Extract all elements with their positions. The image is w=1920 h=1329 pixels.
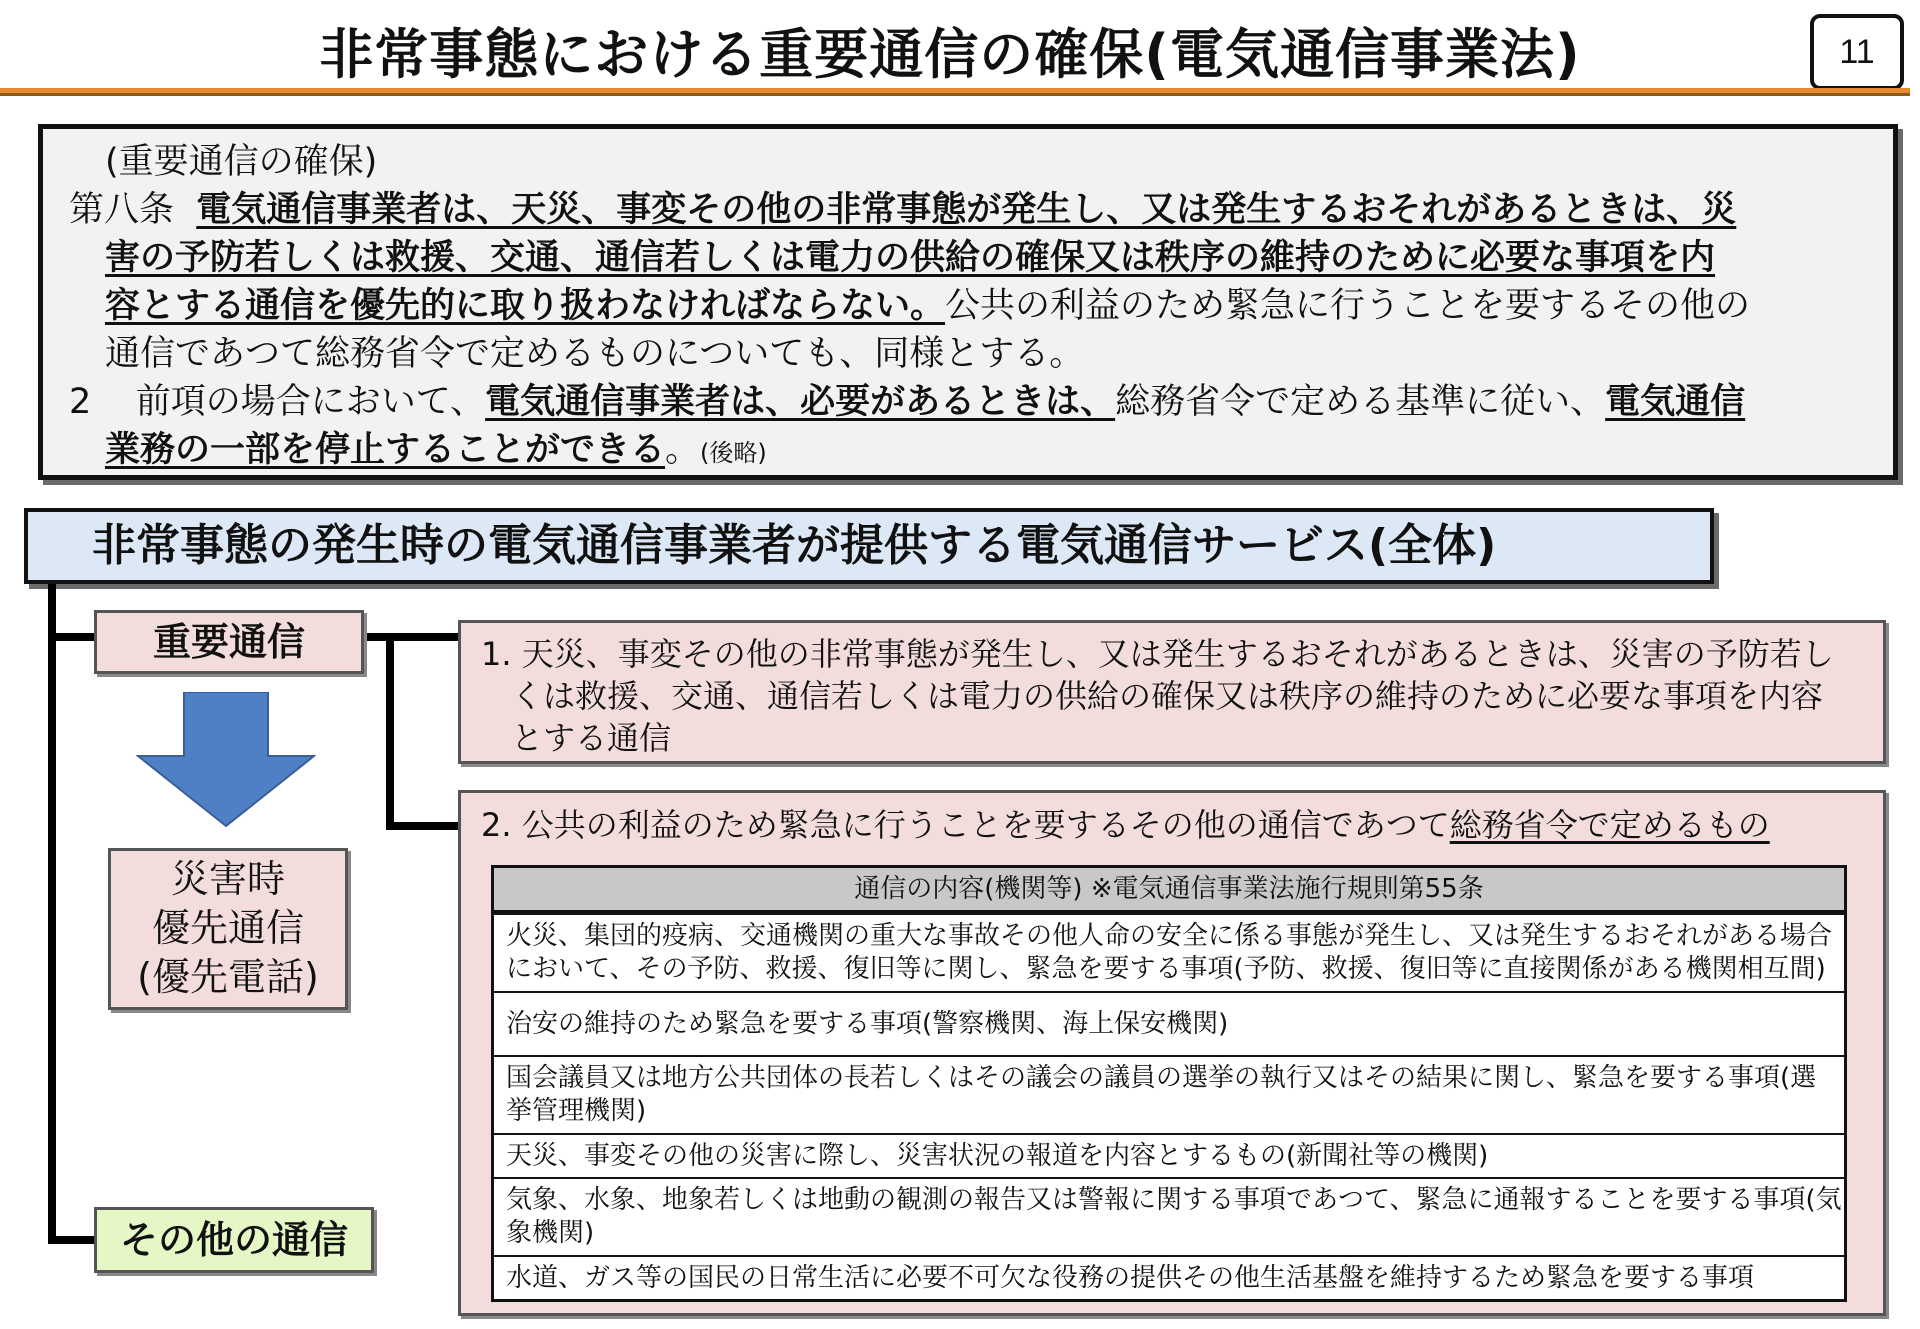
- law-line-1: [69, 187, 1736, 233]
- disaster-line-2: 優先通信: [151, 906, 304, 950]
- table-cell-line: 国会議員又は地方公共団体の長若しくはその議会の議員の選挙の執行又はその結果に関し、緊急を要する事項(選: [506, 1063, 1817, 1093]
- def2-text: [481, 803, 1770, 847]
- page-title: 非常事態における重要通信の確保(電気通信事業法): [319, 23, 1581, 86]
- law-line-3: [105, 283, 1750, 329]
- law-underline-3: 容とする通信を優先的に取り扱わなければならない。: [105, 286, 946, 326]
- law-line-4: 通信であつて総務省令で定めるものについても、同様とする。: [105, 334, 1085, 374]
- services-heading: 非常事態の発生時の電気通信事業者が提供する電気通信サービス(全体): [24, 508, 1714, 584]
- table-row: [494, 1255, 1844, 1299]
- law-heading: (重要通信の確保): [105, 142, 378, 182]
- law-line-5: [69, 379, 1745, 425]
- table-cell-line: 気象、水象、地象若しくは地動の観測の報告又は警報に関する事項であつて、緊急に通報することを要する事項(気: [506, 1185, 1842, 1215]
- other-communication-box: その他の通信: [94, 1207, 374, 1273]
- paragraph-number: 2: [69, 382, 92, 422]
- table-cell-line: 挙管理機関): [506, 1096, 647, 1126]
- tree-trunk-line: [48, 584, 56, 1244]
- disaster-line-1: 災害時: [170, 857, 285, 901]
- article-label: 第八条: [69, 190, 175, 230]
- definition-1-box: [458, 620, 1886, 764]
- table-row: [494, 1055, 1844, 1133]
- tree-branch-important: [48, 633, 96, 641]
- table-cell-line: 水道、ガス等の国民の日常生活に必要不可欠な役務の提供その他生活基盤を維持するため緊急を要する事項: [506, 1262, 1755, 1293]
- tree-branch-def2: [386, 822, 460, 830]
- def1-line-3: とする通信: [511, 719, 672, 757]
- def1-line-2: くは救援、交通、通信若しくは電力の供給の確保又は秩序の維持のために必要な事項を内容: [511, 677, 1824, 715]
- table-cell-line: 象機関): [506, 1218, 595, 1248]
- law-underline-1: 電気通信事業者は、天災、事変その他の非常事態が発生し、又は発生するおそれがあるときは、災: [196, 190, 1737, 230]
- law-underline-6: 業務の一部を停止することができる: [105, 430, 666, 470]
- def2-underlined: 総務省令で定めるもの: [1449, 806, 1770, 844]
- law-underline-5a: 電気通信事業者は、必要があるときは、: [485, 382, 1116, 422]
- disaster-line-3: (優先電話): [137, 955, 319, 999]
- law-text-5a: 前項の場合において、: [135, 382, 486, 422]
- tree-branch-def1: [364, 633, 460, 641]
- tree-vertical-def: [386, 633, 394, 830]
- table-row: [494, 1177, 1844, 1255]
- table-cell-line: 天災、事変その他の災害に際し、災害状況の報道を内容とするもの(新聞社等の機関): [506, 1140, 1489, 1171]
- table-cell-line: 治安の維持のため緊急を要する事項(警察機関、海上保安機関): [506, 1008, 1229, 1039]
- down-arrow-icon: [136, 692, 316, 828]
- communication-content-table: [491, 865, 1847, 1302]
- law-line-6: [105, 427, 767, 476]
- table-row: [494, 991, 1844, 1055]
- title-divider: [0, 88, 1910, 96]
- law-excerpt-box: [38, 124, 1898, 480]
- important-communication-box: 重要通信: [94, 610, 364, 674]
- law-text-3: 公共の利益のため緊急に行うことを要するその他の: [945, 286, 1751, 326]
- table-row: [494, 913, 1844, 991]
- disaster-priority-box: [108, 848, 348, 1010]
- table-row: [494, 1133, 1844, 1177]
- law-line-2: [105, 235, 1715, 281]
- table-cell-line: 火災、集団的疫病、交通機関の重大な事故その他人命の安全に係る事態が発生し、又は発生するおそれがある場合: [506, 921, 1833, 951]
- tree-branch-other: [48, 1236, 96, 1244]
- law-text-5b: 総務省令で定める基準に従い、: [1115, 382, 1606, 422]
- law-underline-5b: 電気通信: [1605, 382, 1746, 422]
- law-underline-2: 害の予防若しくは救援、交通、通信若しくは電力の供給の確保又は秩序の維持のために必要な事項を内: [105, 238, 1716, 278]
- law-note: (後略): [700, 439, 767, 467]
- table-header: 通信の内容(機関等) ※電気通信事業法施行規則第55条: [494, 868, 1844, 913]
- def1-line-1: 1. 天災、事変その他の非常事態が発生し、又は発生するおそれがあるときは、災害の予防若し: [481, 635, 1834, 673]
- def2-text-a: 2. 公共の利益のため緊急に行うことを要するその他の通信であつて: [481, 806, 1450, 844]
- definition-2-box: [458, 790, 1886, 1316]
- law-text-6: 。: [665, 430, 701, 470]
- table-cell-line: において、その予防、救援、復旧等に関し、緊急を要する事項(予防、救援、復旧等に直接関係がある機関相互間): [506, 954, 1826, 984]
- page-number: 11: [1810, 14, 1904, 90]
